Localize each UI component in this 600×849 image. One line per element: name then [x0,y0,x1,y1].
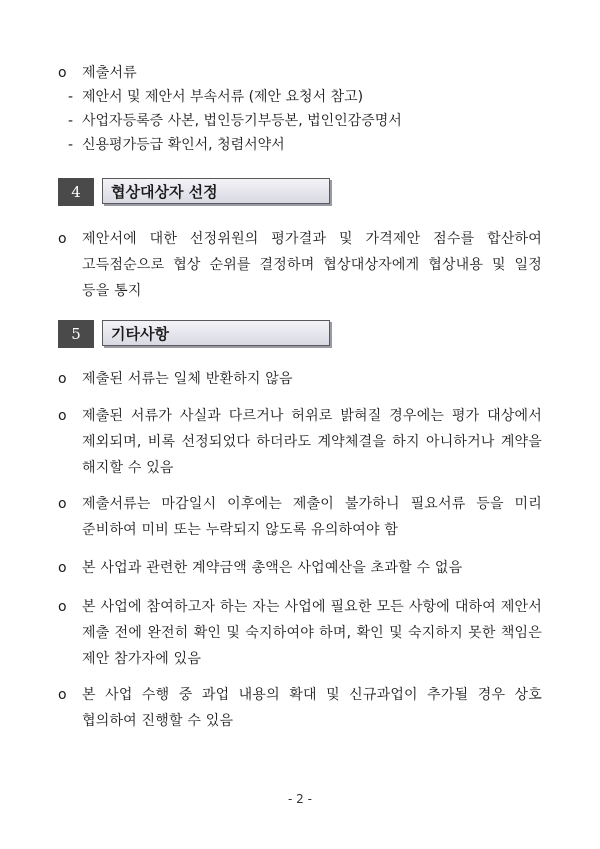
section-5-bullet [58,555,542,581]
docs-item-text: 제안서 및 제안서 부속서류 (제안 요청서 참고) [82,89,364,105]
section-title: 협상대상자 선정 [102,178,330,204]
bullet-text: 본 사업에 참여하고자 하는 자는 사업에 필요한 모든 사항에 대하여 제안서 제출 전에 완전히 확인 및 숙지하여야 하며, 확인 및 숙지하지 못한 책임은 제안 참가자에 있음 [82,599,542,667]
section-5-bullet [58,491,542,543]
bullet-text: 제출된 서류가 사실과 다르거나 허위로 밝혀질 경우에는 평가 대상에서 제외되며, 비록 선정되었다 하더라도 계약체결을 하지 아니하거나 계약을 해지할 수 있음 [82,408,542,476]
bullet-mark: o [58,687,67,703]
section-number: 5 [58,320,94,348]
bullet-text: 본 사업 수행 중 과업 내용의 확대 및 신규과업이 추가될 경우 상호 협의하여 진행할 수 있음 [82,687,542,729]
docs-heading-text: 제출서류 [82,65,137,81]
docs-item-text: 신용평가등급 확인서, 청렴서약서 [82,137,285,153]
bullet-mark: o [58,408,67,424]
bullet-mark: o [58,231,67,247]
dash-mark: - [68,89,74,105]
bullet-mark: o [58,496,67,512]
bullet-mark: o [58,65,67,81]
dash-mark: - [68,137,74,153]
bullet-mark: o [58,560,67,576]
bullet-mark: o [58,371,67,387]
bullet-text: 제출서류는 마감일시 이후에는 제출이 불가하니 필요서류 등을 미리 준비하여 미비 또는 누락되지 않도록 유의하여야 함 [82,496,542,538]
section-title: 기타사항 [102,320,330,346]
page-number: - 2 - [288,792,312,806]
bullet-text: 제안서에 대한 선정위원의 평가결과 및 가격제안 점수를 합산하여 고득점순으로 협상 순위를 결정하며 협상대상자에게 협상내용 및 일정 등을 통지 [82,231,542,299]
section-5-bullet [58,366,542,392]
section-5-bullet [58,403,542,481]
docs-item [68,85,363,109]
section-number: 4 [58,178,94,206]
docs-heading [58,60,542,86]
section-5-bullet [58,594,542,672]
dash-mark: - [68,113,74,129]
docs-item [68,133,285,157]
docs-item-text: 사업자등록증 사본, 법인등기부등본, 법인인감증명서 [82,113,402,129]
docs-item [68,109,402,133]
section-5-bullet [58,682,542,734]
bullet-mark: o [58,599,67,615]
section-4-bullet [58,226,542,304]
bullet-text: 제출된 서류는 일체 반환하지 않음 [82,371,293,387]
bullet-text: 본 사업과 관련한 계약금액 총액은 사업예산을 초과할 수 없음 [82,560,463,576]
